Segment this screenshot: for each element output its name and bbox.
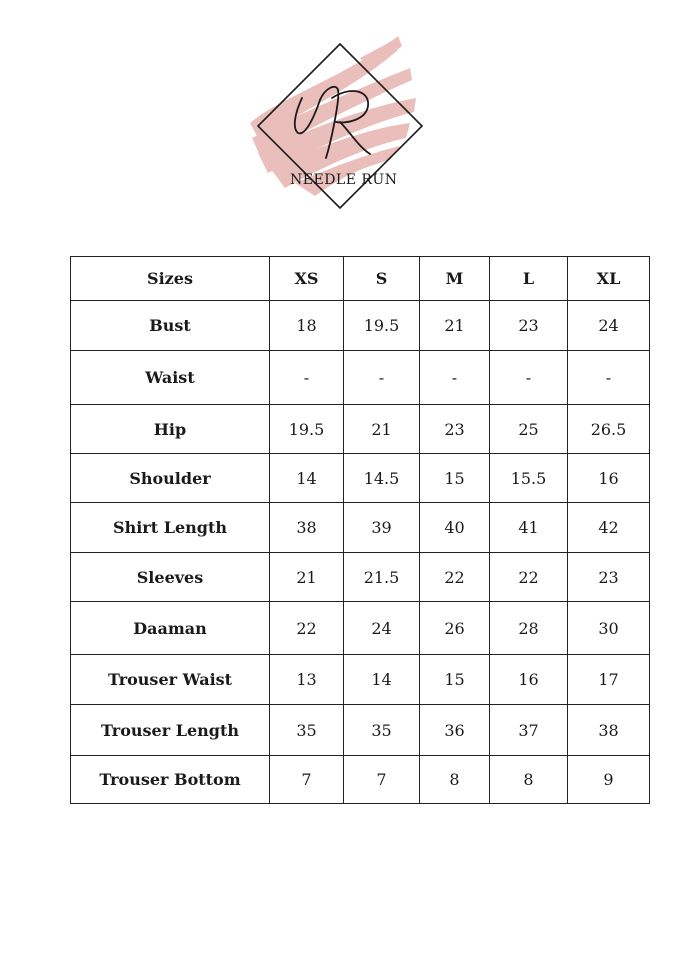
table-row (71, 705, 650, 756)
table-cell: 39 (344, 503, 420, 553)
row-label-waist: Waist (71, 351, 270, 405)
size-header-l: L (490, 257, 568, 301)
table-cell: 15 (420, 454, 490, 503)
row-label-trouser-bottom: Trouser Bottom (71, 756, 270, 804)
table-cell: 19.5 (270, 405, 344, 454)
row-label-bust: Bust (71, 301, 270, 351)
table-cell: 23 (490, 301, 568, 351)
size-header-xl: XL (568, 257, 650, 301)
table-cell: 24 (344, 602, 420, 655)
table-cell: 23 (420, 405, 490, 454)
table-row (71, 351, 650, 405)
table-cell: 21 (270, 553, 344, 602)
table-cell: 14.5 (344, 454, 420, 503)
table-row (71, 405, 650, 454)
row-label-shoulder: Shoulder (71, 454, 270, 503)
table-row (71, 454, 650, 503)
table-cell: 15 (420, 655, 490, 705)
table-cell: 16 (568, 454, 650, 503)
table-cell: 30 (568, 602, 650, 655)
table-cell: 22 (490, 553, 568, 602)
table-row (71, 602, 650, 655)
size-header-xs: XS (270, 257, 344, 301)
table-cell: 38 (270, 503, 344, 553)
table-cell: 38 (568, 705, 650, 756)
table-cell: 36 (420, 705, 490, 756)
table-cell: - (344, 351, 420, 405)
table-cell: 15.5 (490, 454, 568, 503)
row-label-hip: Hip (71, 405, 270, 454)
table-cell: 16 (490, 655, 568, 705)
table-cell: 35 (344, 705, 420, 756)
row-label-sleeves: Sleeves (71, 553, 270, 602)
table-cell: 21.5 (344, 553, 420, 602)
table-cell: - (270, 351, 344, 405)
table-cell: 22 (420, 553, 490, 602)
table-cell: 14 (344, 655, 420, 705)
table-cell: 35 (270, 705, 344, 756)
table-row (71, 301, 650, 351)
table-cell: 28 (490, 602, 568, 655)
table-cell: 26 (420, 602, 490, 655)
table-row (71, 553, 650, 602)
row-label-trouser-waist: Trouser Waist (71, 655, 270, 705)
table-cell: 7 (270, 756, 344, 804)
table-cell: 17 (568, 655, 650, 705)
row-label-daaman: Daaman (71, 602, 270, 655)
table-cell: 40 (420, 503, 490, 553)
row-label-trouser-length: Trouser Length (71, 705, 270, 756)
table-cell: - (420, 351, 490, 405)
sizes-header: Sizes (71, 257, 270, 301)
table-cell: - (490, 351, 568, 405)
table-cell: 41 (490, 503, 568, 553)
table-cell: 19.5 (344, 301, 420, 351)
table-row (71, 756, 650, 804)
table-cell: 25 (490, 405, 568, 454)
table-cell: 23 (568, 553, 650, 602)
table-cell: 13 (270, 655, 344, 705)
table-row (71, 655, 650, 705)
brand-logo (240, 28, 430, 213)
table-cell: - (568, 351, 650, 405)
size-header-s: S (344, 257, 420, 301)
table-cell: 24 (568, 301, 650, 351)
table-row (71, 503, 650, 553)
size-header-m: M (420, 257, 490, 301)
table-cell: 14 (270, 454, 344, 503)
table-cell: 26.5 (568, 405, 650, 454)
table-cell: 21 (344, 405, 420, 454)
table-cell: 18 (270, 301, 344, 351)
table-cell: 8 (490, 756, 568, 804)
row-label-shirt-length: Shirt Length (71, 503, 270, 553)
table-cell: 8 (420, 756, 490, 804)
table-cell: 21 (420, 301, 490, 351)
size-header-row (71, 257, 650, 301)
table-cell: 42 (568, 503, 650, 553)
table-cell: 9 (568, 756, 650, 804)
table-cell: 7 (344, 756, 420, 804)
table-cell: 22 (270, 602, 344, 655)
table-cell: 37 (490, 705, 568, 756)
size-chart-table (70, 256, 650, 804)
brand-name: NEEDLE RUN (290, 172, 398, 188)
